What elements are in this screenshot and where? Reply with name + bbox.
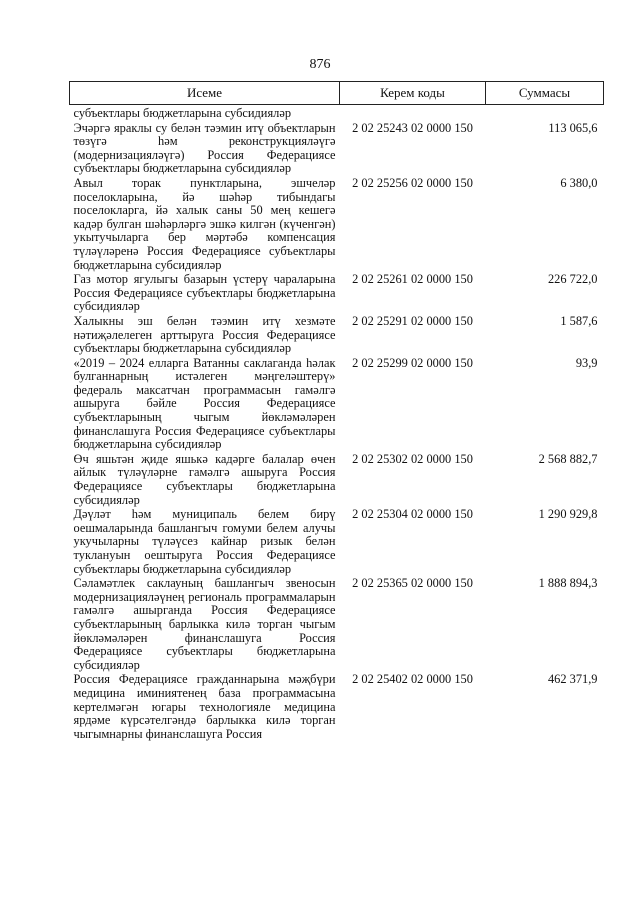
row-code: 2 02 25304 02 0000 150 — [352, 507, 473, 522]
row-sum: 226 722,0 — [547, 272, 598, 287]
row-name: Дәүләт һәм муниципаль белем бирү оешмаларында башлангыч гомуми белем алучы укучыларны түләүсез кайнар ризык белән туклануын оештыруга Россия Федерациясе субъектлары бюджетларына субсидияләр — [73, 507, 336, 576]
continuation-row — [70, 105, 604, 121]
continuation-text: субъектлары бюджетларына субсидияләр — [73, 106, 292, 120]
row-name: Эчәргә яраклы су белән тәэмин итү объектларын төзүгә һәм реконструкцияләүгә (модернизацияләүгә) Россия Федерациясе субъектлары бюджетларына субсидияләр — [73, 120, 336, 176]
row-code: 2 02 25256 02 0000 150 — [352, 175, 473, 190]
table-row — [70, 121, 604, 176]
table-row — [70, 672, 604, 741]
row-code: 2 02 25291 02 0000 150 — [352, 313, 473, 328]
header-code: Керем коды — [340, 82, 486, 105]
page-number: 876 — [309, 57, 331, 72]
row-name: Авыл торак пунктларына, эшчеләр поселокларына, йә шәһәр тибындагы поселокларга, йә халык саны 50 мең кешегә кадәр булган шәһәрләргә эшкә килгән (күченгән) укытучыларга бер мәртәбә компенсация түләүләренә Россия Федерациясе субъектлары бюджетларына субсидияләр — [73, 175, 336, 272]
table-row — [70, 576, 604, 672]
row-sum: 1 888 894,3 — [538, 576, 598, 591]
table-row — [70, 272, 604, 314]
row-code: 2 02 25302 02 0000 150 — [352, 451, 473, 466]
row-sum: 6 380,0 — [560, 175, 598, 190]
table-row — [70, 314, 604, 356]
row-name: Сәламәтлек саклауның башлангыч звеносын модернизацияләүнең региональ программаларын гамәлгә ашырганда Россия Федерациясе субъектларының барлыкка килә торган чыгым йөкләмәләрен финанслашуга Россия Федерациясе субъектлары бюджетларына субсидияләр — [73, 576, 336, 672]
header-name: Исеме — [70, 82, 340, 105]
row-code: 2 02 25299 02 0000 150 — [352, 355, 473, 370]
row-code: 2 02 25365 02 0000 150 — [352, 576, 473, 591]
row-code: 2 02 25261 02 0000 150 — [352, 272, 473, 287]
row-sum: 113 065,6 — [548, 120, 598, 135]
row-name: «2019 – 2024 елларга Ватанны саклаганда һәлак булганнарның истәлеген мәңгеләштерү» федераль максатчан программасын гамәлгә ашыруга бәйле Россия Федерациясе субъектларының чыгым йөкләмәләрен финанслашуга Россия Федерациясе субъектлары бюджетларына субсидияләр — [73, 355, 336, 452]
table-row — [70, 507, 604, 576]
row-code: 2 02 25243 02 0000 150 — [352, 120, 473, 135]
row-sum: 1 290 929,8 — [538, 507, 598, 522]
table-row — [70, 452, 604, 507]
row-sum: 462 371,9 — [547, 672, 598, 687]
row-name: Россия Федерациясе гражданнарына мәҗбүри медицина иминиятенең база программасына кертелмәгән югары технологияле медицина ярдәме күрсәтелгәндә барлыкка килә торган чыгымнарны финанслашуга Россия — [73, 672, 336, 741]
header-sum: Суммасы — [486, 82, 604, 105]
row-name: Өч яшьтән җиде яшькә кадәрге балалар өчен айлык түләүләрне гамәлгә ашыруга Россия Федерациясе субъектлары бюджетларына субсидияләр — [73, 451, 336, 507]
row-sum: 1 587,6 — [560, 313, 598, 328]
row-code: 2 02 25402 02 0000 150 — [352, 672, 473, 687]
row-name: Газ мотор ягулыгы базарын үстерү чараларына Россия Федерациясе субъектлары бюджетларына субсидияләр — [73, 272, 336, 314]
table-row — [70, 176, 604, 272]
table-row — [70, 356, 604, 452]
row-name: Халыкны эш белән тәэмин итү хезмәте нәтиҗәлелеген арттыруга Россия Федерациясе субъектлары бюджетларына субсидияләр — [73, 313, 336, 356]
table-header-row — [70, 82, 604, 105]
budget-table — [69, 81, 603, 741]
row-sum: 2 568 882,7 — [538, 451, 598, 466]
row-sum: 93,9 — [575, 355, 598, 370]
